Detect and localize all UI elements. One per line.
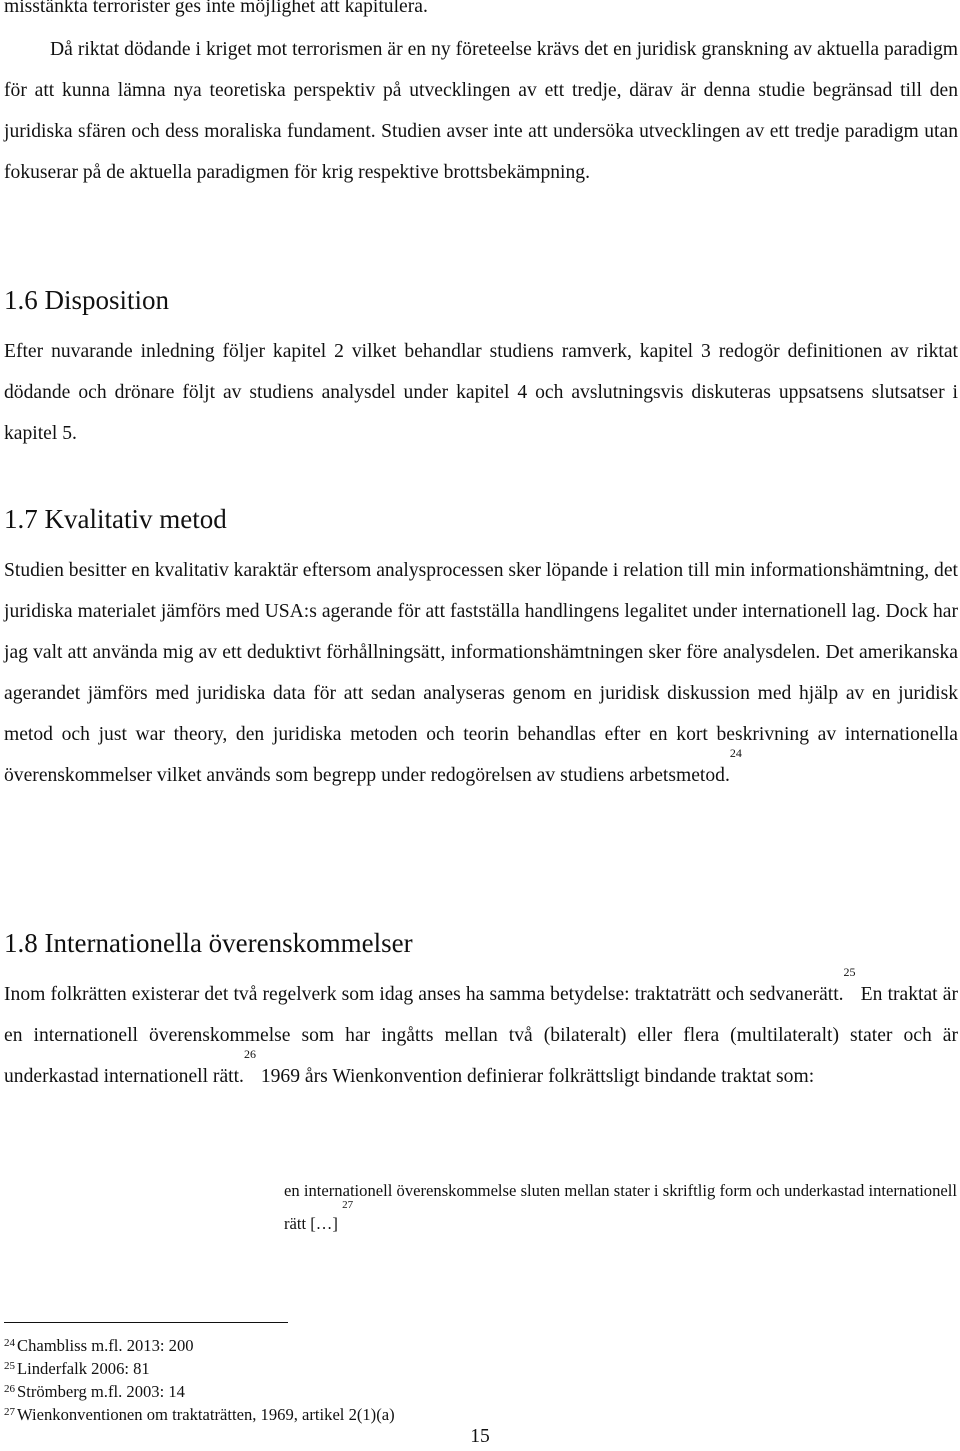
footnote-item xyxy=(4,1403,704,1426)
footnote-separator xyxy=(4,1322,288,1323)
continued-paragraph-line: misstänkta terrorister ges inte möjlighet att kapitulera. xyxy=(4,0,428,17)
internationella-overenskommelser-paragraph xyxy=(4,965,958,1097)
section-heading-kvalitativ-metod: 1.7 Kvalitativ metod xyxy=(4,504,227,534)
block-quote-text: en internationell överenskommelse sluten mellan stater i skriftlig form och underkastad internationell rätt […] xyxy=(284,1181,957,1233)
footnote-list xyxy=(4,1334,704,1426)
kvalitativ-metod-paragraph xyxy=(4,550,958,796)
footnote-text: Linderfalk 2006: 81 xyxy=(17,1359,150,1378)
block-quote xyxy=(284,1174,957,1240)
footnote-number: 25 xyxy=(4,1360,15,1372)
paragraph-text-part-1: Inom folkrätten existerar det två regelverk som idag anses ha samma betydelse: traktaträtt och sedvanerätt. xyxy=(4,984,844,1005)
footnote-number: 26 xyxy=(4,1383,15,1395)
footnote-item xyxy=(4,1357,704,1380)
footnote-ref-26: 26 xyxy=(243,1047,256,1061)
footnote-number: 24 xyxy=(4,1337,15,1349)
section-heading-disposition: 1.6 Disposition xyxy=(4,285,170,315)
page-number: 15 xyxy=(470,1426,490,1447)
kvalitativ-metod-text: Studien besitter en kvalitativ karaktär eftersom analysprocessen sker löpande i relation till min informationshämtning, det juridiska materialet jämförs med USA:s agerande för att fastställa handlingens legalitet under internationell lag. Dock har jag valt att använda mig av ett deduktivt förhållningsätt, informationshämtningen sker före analysdelen. Det amerikanska agerandet jämförs med juridiska data för att sedan analyseras genom en juridisk diskussion med hjälp av en juridisk metod och just war theory, den juridiska metoden och teorin behandlas efter en kort beskrivning av internationella överenskommelser vilket används som begrepp under redogörelsen av studiens arbetsmetod. xyxy=(4,560,958,786)
paragraph-text-part-3: 1969 års Wienkonvention definierar folkrättsligt bindande traktat som: xyxy=(255,1066,815,1087)
footnote-text: Strömberg m.fl. 2003: 14 xyxy=(17,1382,185,1401)
footnote-text: Chambliss m.fl. 2013: 200 xyxy=(17,1336,194,1355)
footnote-ref-24: 24 xyxy=(729,746,742,760)
footnote-ref-27: 27 xyxy=(342,1199,354,1211)
paragraph-text-part-2: En traktat är en internationell överenskommelse som har ingåtts mellan två (bilateralt) eller flera (multilateralt) stater och är underkastad internationell rätt. xyxy=(4,984,958,1087)
footnote-item xyxy=(4,1380,704,1403)
footnote-text: Wienkonventionen om traktaträtten, 1969, artikel 2(1)(a) xyxy=(17,1405,395,1424)
footnote-item xyxy=(4,1334,704,1357)
section-heading-internationella-overenskommelser: 1.8 Internationella överenskommelser xyxy=(4,928,413,958)
footnote-number: 27 xyxy=(4,1406,15,1418)
intro-paragraph: Då riktat dödande i kriget mot terrorismen är en ny företeelse krävs det en juridisk granskning av aktuella paradigm för att kunna lämna nya teoretiska perspektiv på utvecklingen av ett tredje, därav är denna studie begränsad till den juridiska sfären och dess moraliska fundament. Studien avser inte att undersöka utvecklingen av ett tredje paradigm utan fokuserar på de aktuella paradigmen för krig respektive brottsbekämpning. xyxy=(4,39,958,183)
footnote-ref-25: 25 xyxy=(843,965,856,979)
disposition-paragraph: Efter nuvarande inledning följer kapitel 2 vilket behandlar studiens ramverk, kapitel 3 redogör definitionen av riktat dödande och drönare följt av studiens analysdel under kapitel 4 och avslutningsvis diskuteras uppsatsens slutsatser i kapitel 5. xyxy=(4,341,958,444)
